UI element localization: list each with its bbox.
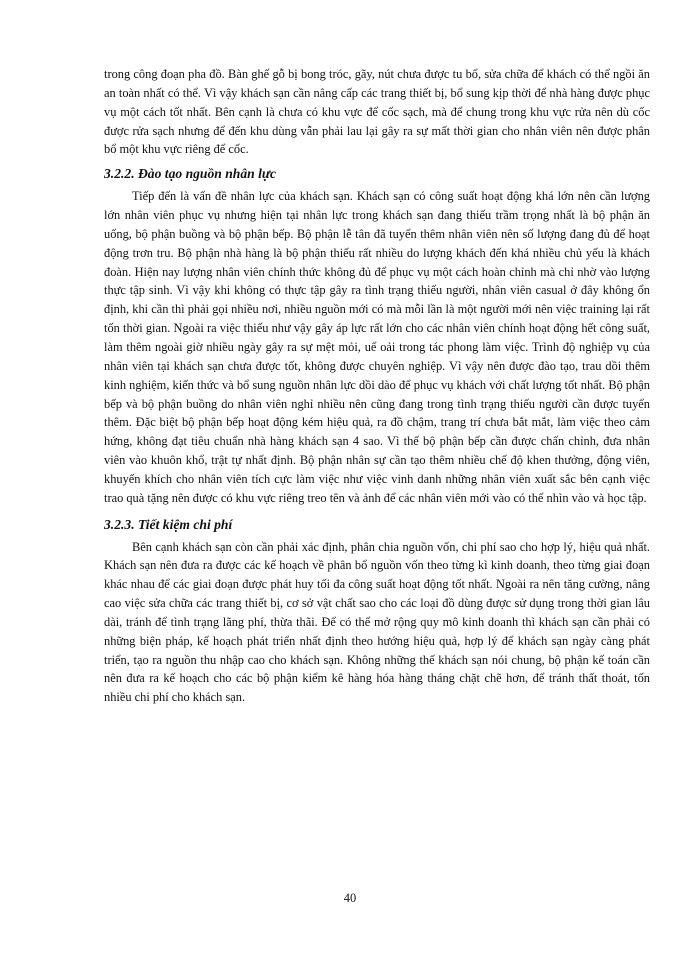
section-heading-staff-training: 3.2.2. Đào tạo nguồn nhân lực xyxy=(104,166,277,182)
cost-saving-paragraph: Bên cạnh khách sạn còn cần phải xác định, phân chia nguồn vốn, chi phí sao cho hợp lý, hiệu quả nhất. Khách sạn nên đưa ra được các kế hoạch về phân bổ nguồn vốn theo từng kì kinh doanh, theo từng giai đoạn khác nhau để các giai đoạn được phát huy tối đa công suất hoạt động tốt nhất. Ngoài ra nên tăng cường, nâng cao việc sửa chữa các trang thiết bị, cơ sở vật chất sao cho các loại đồ dùng được sử dụng trong thời gian lâu dài, tránh để tình trạng lãng phí, thừa thãi. Để có thể mở rộng quy mô kinh doanh thì khách sạn cần phải có những biện pháp, kế hoạch phát triển nhất định theo hướng hiệu quả, hợp lý để khách sạn ngày càng phát triển, tạo ra nguồn thu nhập cao cho khách sạn. Không những thế khách sạn nói chung, bộ phận kế toán cần nên đưa ra kế hoạch cho các bộ phận kiểm kê hàng hóa hàng tháng chặt chẽ hơn, để tránh thất thoát, tốn nhiều chi phí cho khách sạn. xyxy=(104,539,650,705)
intro-paragraph: trong công đoạn pha đồ. Bàn ghế gỗ bị bong tróc, gãy, nút chưa được tu bổ, sửa chữa để khách có thể ngồi ăn an toàn nhất có thể. Vì vậy khách sạn cần nâng cấp các trang thiết bị, bổ sung kịp thời để nhà hàng được phục vụ một cách tốt nhất. Bên cạnh là chưa có khu vực để cốc sạch, mà để chung trong khu vực rửa nên dù cốc được rửa sạch nhưng để đến khu dùng vẫn phải lau lại gây ra sự mất thời gian cho nhân viên nên được phân bổ một khu vực riêng để cốc. xyxy=(104,67,650,157)
staff-training-paragraph: Tiếp đến là vấn đề nhân lực của khách sạn. Khách sạn có công suất hoạt động khá lớn nên cần lượng lớn nhân viên phục vụ nhưng hiện tại nhân lực trong khách sạn đang thiếu trầm trọng nhất là bộ phận ăn uống, bộ phận buồng và bộ phận bếp. Bộ phận lễ tân đã tuyển thêm nhân viên nên số lượng đang đủ để hoạt động trơn tru. Bộ phận nhà hàng là bộ phận thiếu rất nhiều do lượng khách đến khá nhiều chủ yếu là khách đoàn. Hiện nay lượng nhân viên chính thức không đủ để phục vụ một cách hoàn chỉnh mà chỉ nhờ vào lượng thực tập sinh. Vì vậy khi không có thực tập gây ra tình trạng thiếu người, nhân viên casual ở đây không ổn định, khi cần thì phải gọi nhiều nơi, nhiều nguồn mới có mà mỗi lần là một người mới nên việc training lại rất tốn thời gian. Ngoài ra việc thiếu như vậy gây áp lực rất lớn cho các nhân viên chính hoạt động hết công suất, làm thêm ngoài giờ nhiều ngày gây ra sự mệt mỏi, uể oải trong tác phong làm việc. Trình độ nghiệp vụ của nhân viên tại khách sạn chưa được tốt, không được chuyên nghiệp. Vì vậy nên được đào tạo, trau dồi thêm kinh nghiệm, kiến thức và bổ sung nguồn nhân lực dồi dào để phục vụ khách với chất lượng tốt nhất. Bộ phận bếp và bộ phận buồng do nhân viên nghỉ nhiều nên cũng đang trong tình trạng thiếu người cần được tuyển thêm. Đặc biệt bộ phận bếp hoạt động kém hiệu quả, ra đồ chậm, trang trí chưa bắt mắt, làm việc theo cảm hứng, không đạt tiêu chuẩn nhà hàng khách sạn 4 sao. Vì thế bộ phận bếp cần được chấn chỉnh, đưa nhân viên vào khuôn khổ, trật tự nhất định. Bộ phận nhân sự cần tạo thêm nhiều chế độ khen thưởng, động viên, khuyến khích cho nhân viên tích cực làm việc như việc vinh danh những nhân viên xuất sắc bên cạnh việc trao quà tặng nên được có khu vực riêng treo tên và ảnh để các nhân viên mới vào có thể nhìn vào và học tập. xyxy=(104,189,650,505)
section-heading-cost-saving: 3.2.3. Tiết kiệm chi phí xyxy=(104,516,233,532)
page-number: 40 xyxy=(343,891,357,905)
document-page xyxy=(104,65,650,707)
